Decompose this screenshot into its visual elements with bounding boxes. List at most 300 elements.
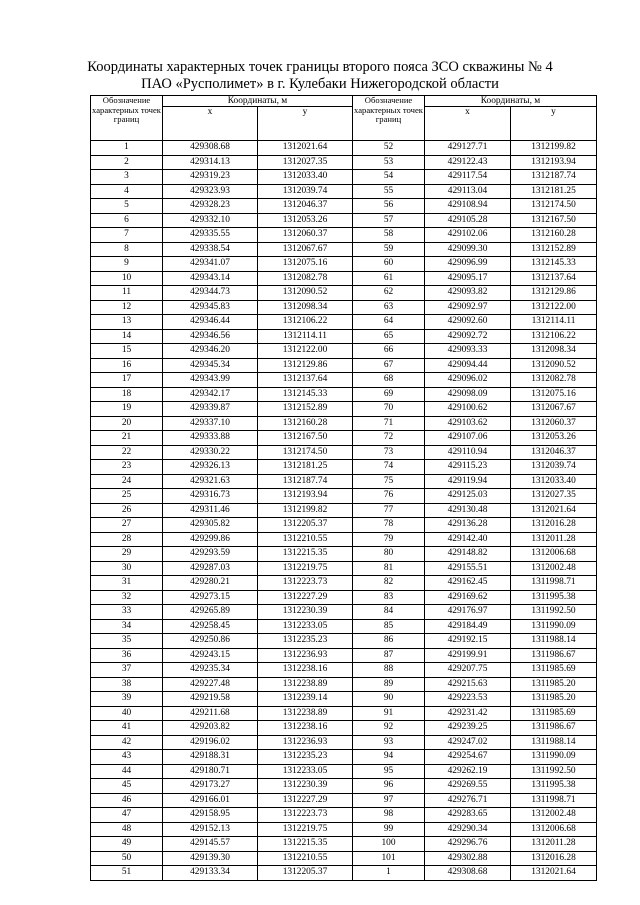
y-coordinate-cell: 1312090.52 xyxy=(258,286,353,301)
point-number-cell: 85 xyxy=(353,619,425,634)
y-coordinate-cell: 1312230.39 xyxy=(258,605,353,620)
y-coordinate-cell: 1312021.64 xyxy=(511,503,597,518)
point-number-cell: 2 xyxy=(91,155,163,170)
y-coordinate-cell: 1312002.48 xyxy=(511,561,597,576)
y-coordinate-cell: 1312205.37 xyxy=(258,518,353,533)
point-number-cell: 97 xyxy=(353,793,425,808)
table-row xyxy=(91,503,597,518)
point-number-cell: 89 xyxy=(353,677,425,692)
x-coordinate-cell: 429319.23 xyxy=(163,170,258,185)
x-coordinate-cell: 429262.19 xyxy=(425,764,511,779)
x-coordinate-cell: 429166.01 xyxy=(163,793,258,808)
point-number-cell: 77 xyxy=(353,503,425,518)
point-number-cell: 101 xyxy=(353,851,425,866)
x-coordinate-cell: 429094.44 xyxy=(425,358,511,373)
table-row xyxy=(91,605,597,620)
point-number-cell: 38 xyxy=(91,677,163,692)
y-coordinate-cell: 1312223.73 xyxy=(258,576,353,591)
point-number-cell: 58 xyxy=(353,228,425,243)
table-row xyxy=(91,489,597,504)
x-coordinate-cell: 429188.31 xyxy=(163,750,258,765)
y-coordinate-cell: 1312239.14 xyxy=(258,692,353,707)
y-coordinate-cell: 1312236.93 xyxy=(258,648,353,663)
y-coordinate-cell: 1312075.16 xyxy=(511,387,597,402)
y-coordinate-cell: 1312011.28 xyxy=(511,837,597,852)
x-coordinate-cell: 429125.03 xyxy=(425,489,511,504)
table-row xyxy=(91,373,597,388)
point-number-cell: 78 xyxy=(353,518,425,533)
point-number-cell: 1 xyxy=(353,866,425,881)
y-coordinate-cell: 1312002.48 xyxy=(511,808,597,823)
coordinates-table xyxy=(90,95,597,881)
y-coordinate-cell: 1312205.37 xyxy=(258,866,353,881)
x-coordinate-cell: 429108.94 xyxy=(425,199,511,214)
x-coordinate-cell: 429341.07 xyxy=(163,257,258,272)
y-coordinate-cell: 1311990.09 xyxy=(511,619,597,634)
point-number-cell: 57 xyxy=(353,213,425,228)
y-coordinate-cell: 1312021.64 xyxy=(511,866,597,881)
x-coordinate-cell: 429339.87 xyxy=(163,402,258,417)
y-coordinate-cell: 1312187.74 xyxy=(258,474,353,489)
y-coordinate-cell: 1312238.16 xyxy=(258,721,353,736)
y-column-header: y xyxy=(511,107,597,141)
y-coordinate-cell: 1312053.26 xyxy=(258,213,353,228)
y-coordinate-cell: 1312129.86 xyxy=(258,358,353,373)
coordinates-column-header: Координаты, м xyxy=(425,96,597,107)
x-column-header: x xyxy=(163,107,258,141)
table-row xyxy=(91,779,597,794)
y-coordinate-cell: 1312215.35 xyxy=(258,837,353,852)
point-number-cell: 74 xyxy=(353,460,425,475)
x-coordinate-cell: 429142.40 xyxy=(425,532,511,547)
x-coordinate-cell: 429180.71 xyxy=(163,764,258,779)
point-number-cell: 100 xyxy=(353,837,425,852)
x-coordinate-cell: 429344.73 xyxy=(163,286,258,301)
table-row xyxy=(91,416,597,431)
table-row xyxy=(91,257,597,272)
point-number-cell: 60 xyxy=(353,257,425,272)
point-number-cell: 16 xyxy=(91,358,163,373)
y-coordinate-cell: 1312046.37 xyxy=(511,445,597,460)
y-coordinate-cell: 1312199.82 xyxy=(511,141,597,156)
point-number-cell: 30 xyxy=(91,561,163,576)
y-coordinate-cell: 1312167.50 xyxy=(258,431,353,446)
table-row xyxy=(91,576,597,591)
x-coordinate-cell: 429199.91 xyxy=(425,648,511,663)
point-number-cell: 40 xyxy=(91,706,163,721)
y-coordinate-cell: 1312106.22 xyxy=(511,329,597,344)
y-coordinate-cell: 1312053.26 xyxy=(511,431,597,446)
x-coordinate-cell: 429333.88 xyxy=(163,431,258,446)
x-coordinate-cell: 429133.34 xyxy=(163,866,258,881)
y-coordinate-cell: 1311988.14 xyxy=(511,634,597,649)
table-row xyxy=(91,822,597,837)
x-coordinate-cell: 429332.10 xyxy=(163,213,258,228)
y-coordinate-cell: 1312039.74 xyxy=(258,184,353,199)
point-number-cell: 5 xyxy=(91,199,163,214)
x-coordinate-cell: 429203.82 xyxy=(163,721,258,736)
table-row xyxy=(91,793,597,808)
y-coordinate-cell: 1312219.75 xyxy=(258,561,353,576)
title-line-1: Координаты характерных точек границы второго пояса ЗСО скважины № 4 xyxy=(87,59,553,75)
x-coordinate-cell: 429273.15 xyxy=(163,590,258,605)
y-coordinate-cell: 1312098.34 xyxy=(511,344,597,359)
point-number-cell: 80 xyxy=(353,547,425,562)
table-row xyxy=(91,561,597,576)
x-coordinate-cell: 429239.25 xyxy=(425,721,511,736)
x-coordinate-cell: 429346.20 xyxy=(163,344,258,359)
table-row xyxy=(91,184,597,199)
point-number-cell: 88 xyxy=(353,663,425,678)
point-number-cell: 42 xyxy=(91,735,163,750)
x-coordinate-cell: 429127.71 xyxy=(425,141,511,156)
table-row xyxy=(91,532,597,547)
y-coordinate-cell: 1311986.67 xyxy=(511,648,597,663)
point-number-cell: 29 xyxy=(91,547,163,562)
point-number-cell: 48 xyxy=(91,822,163,837)
point-number-cell: 69 xyxy=(353,387,425,402)
table-row xyxy=(91,474,597,489)
x-coordinate-cell: 429235.34 xyxy=(163,663,258,678)
y-coordinate-cell: 1311998.71 xyxy=(511,576,597,591)
x-coordinate-cell: 429343.14 xyxy=(163,271,258,286)
point-number-cell: 51 xyxy=(91,866,163,881)
table-row xyxy=(91,286,597,301)
x-coordinate-cell: 429254.67 xyxy=(425,750,511,765)
y-coordinate-cell: 1312160.28 xyxy=(258,416,353,431)
point-number-cell: 96 xyxy=(353,779,425,794)
y-coordinate-cell: 1312082.78 xyxy=(511,373,597,388)
point-number-cell: 66 xyxy=(353,344,425,359)
y-coordinate-cell: 1312006.68 xyxy=(511,822,597,837)
y-coordinate-cell: 1312145.33 xyxy=(258,387,353,402)
x-coordinate-cell: 429110.94 xyxy=(425,445,511,460)
point-number-cell: 70 xyxy=(353,402,425,417)
point-number-cell: 44 xyxy=(91,764,163,779)
y-coordinate-cell: 1312233.05 xyxy=(258,764,353,779)
table-body xyxy=(91,141,597,881)
y-coordinate-cell: 1312046.37 xyxy=(258,199,353,214)
x-coordinate-cell: 429296.76 xyxy=(425,837,511,852)
table-row xyxy=(91,213,597,228)
point-column-header: Обозначение характерных точек границ xyxy=(91,96,163,141)
y-coordinate-cell: 1311995.38 xyxy=(511,590,597,605)
table-row xyxy=(91,634,597,649)
y-coordinate-cell: 1312060.37 xyxy=(511,416,597,431)
y-coordinate-cell: 1311992.50 xyxy=(511,764,597,779)
table-row xyxy=(91,315,597,330)
table-row xyxy=(91,706,597,721)
x-coordinate-cell: 429342.17 xyxy=(163,387,258,402)
table-row xyxy=(91,358,597,373)
point-number-cell: 13 xyxy=(91,315,163,330)
table-row xyxy=(91,851,597,866)
point-number-cell: 56 xyxy=(353,199,425,214)
point-number-cell: 86 xyxy=(353,634,425,649)
table-row xyxy=(91,692,597,707)
point-number-cell: 46 xyxy=(91,793,163,808)
point-number-cell: 25 xyxy=(91,489,163,504)
x-coordinate-cell: 429227.48 xyxy=(163,677,258,692)
x-coordinate-cell: 429321.63 xyxy=(163,474,258,489)
table-row xyxy=(91,228,597,243)
point-number-cell: 14 xyxy=(91,329,163,344)
point-number-cell: 3 xyxy=(91,170,163,185)
x-coordinate-cell: 429100.62 xyxy=(425,402,511,417)
x-coordinate-cell: 429173.27 xyxy=(163,779,258,794)
y-coordinate-cell: 1312114.11 xyxy=(511,315,597,330)
y-coordinate-cell: 1312187.74 xyxy=(511,170,597,185)
point-number-cell: 92 xyxy=(353,721,425,736)
y-coordinate-cell: 1312233.05 xyxy=(258,619,353,634)
table-row xyxy=(91,547,597,562)
x-coordinate-cell: 429176.97 xyxy=(425,605,511,620)
y-coordinate-cell: 1312174.50 xyxy=(258,445,353,460)
y-coordinate-cell: 1312193.94 xyxy=(511,155,597,170)
table-row xyxy=(91,721,597,736)
point-number-cell: 23 xyxy=(91,460,163,475)
x-coordinate-cell: 429269.55 xyxy=(425,779,511,794)
table-row xyxy=(91,199,597,214)
x-coordinate-cell: 429283.65 xyxy=(425,808,511,823)
point-number-cell: 55 xyxy=(353,184,425,199)
point-number-cell: 53 xyxy=(353,155,425,170)
y-coordinate-cell: 1312106.22 xyxy=(258,315,353,330)
point-number-cell: 1 xyxy=(91,141,163,156)
x-coordinate-cell: 429258.45 xyxy=(163,619,258,634)
table-row xyxy=(91,866,597,881)
x-coordinate-cell: 429119.94 xyxy=(425,474,511,489)
y-coordinate-cell: 1312016.28 xyxy=(511,518,597,533)
y-coordinate-cell: 1312122.00 xyxy=(511,300,597,315)
x-coordinate-cell: 429152.13 xyxy=(163,822,258,837)
y-coordinate-cell: 1312210.55 xyxy=(258,851,353,866)
y-coordinate-cell: 1312238.89 xyxy=(258,677,353,692)
point-number-cell: 93 xyxy=(353,735,425,750)
x-coordinate-cell: 429162.45 xyxy=(425,576,511,591)
x-coordinate-cell: 429311.46 xyxy=(163,503,258,518)
y-coordinate-cell: 1312167.50 xyxy=(511,213,597,228)
point-number-cell: 47 xyxy=(91,808,163,823)
y-coordinate-cell: 1312067.67 xyxy=(511,402,597,417)
y-coordinate-cell: 1312033.40 xyxy=(258,170,353,185)
y-coordinate-cell: 1312174.50 xyxy=(511,199,597,214)
table-row xyxy=(91,735,597,750)
x-coordinate-cell: 429093.33 xyxy=(425,344,511,359)
title-line-2: ПАО «Русполимет» в г. Кулебаки Нижегородской области xyxy=(141,76,499,92)
x-coordinate-cell: 429092.97 xyxy=(425,300,511,315)
point-number-cell: 39 xyxy=(91,692,163,707)
x-coordinate-cell: 429276.71 xyxy=(425,793,511,808)
y-coordinate-cell: 1311985.20 xyxy=(511,677,597,692)
y-coordinate-cell: 1312238.89 xyxy=(258,706,353,721)
y-coordinate-cell: 1311990.09 xyxy=(511,750,597,765)
point-number-cell: 61 xyxy=(353,271,425,286)
x-coordinate-cell: 429330.22 xyxy=(163,445,258,460)
x-coordinate-cell: 429215.63 xyxy=(425,677,511,692)
y-coordinate-cell: 1312152.89 xyxy=(511,242,597,257)
point-number-cell: 79 xyxy=(353,532,425,547)
table-row xyxy=(91,677,597,692)
x-coordinate-cell: 429096.02 xyxy=(425,373,511,388)
x-coordinate-cell: 429293.59 xyxy=(163,547,258,562)
y-coordinate-cell: 1312122.00 xyxy=(258,344,353,359)
x-coordinate-cell: 429250.86 xyxy=(163,634,258,649)
x-coordinate-cell: 429093.82 xyxy=(425,286,511,301)
point-number-cell: 59 xyxy=(353,242,425,257)
point-number-cell: 37 xyxy=(91,663,163,678)
point-number-cell: 10 xyxy=(91,271,163,286)
point-number-cell: 6 xyxy=(91,213,163,228)
table-subheader-row xyxy=(91,107,597,141)
y-coordinate-cell: 1312181.25 xyxy=(258,460,353,475)
x-coordinate-cell: 429335.55 xyxy=(163,228,258,243)
point-number-cell: 15 xyxy=(91,344,163,359)
y-coordinate-cell: 1312227.29 xyxy=(258,793,353,808)
point-number-cell: 91 xyxy=(353,706,425,721)
point-number-cell: 62 xyxy=(353,286,425,301)
y-coordinate-cell: 1312145.33 xyxy=(511,257,597,272)
point-number-cell: 54 xyxy=(353,170,425,185)
table-header-row xyxy=(91,96,597,107)
x-coordinate-cell: 429098.09 xyxy=(425,387,511,402)
y-coordinate-cell: 1312215.35 xyxy=(258,547,353,562)
y-coordinate-cell: 1312210.55 xyxy=(258,532,353,547)
point-number-cell: 71 xyxy=(353,416,425,431)
x-column-header: x xyxy=(425,107,511,141)
document-title xyxy=(0,59,640,93)
point-number-cell: 36 xyxy=(91,648,163,663)
y-coordinate-cell: 1312033.40 xyxy=(511,474,597,489)
table-row xyxy=(91,663,597,678)
point-number-cell: 64 xyxy=(353,315,425,330)
y-coordinate-cell: 1312011.28 xyxy=(511,532,597,547)
x-coordinate-cell: 429308.68 xyxy=(163,141,258,156)
point-number-cell: 90 xyxy=(353,692,425,707)
y-coordinate-cell: 1312039.74 xyxy=(511,460,597,475)
table-row xyxy=(91,141,597,156)
x-coordinate-cell: 429243.15 xyxy=(163,648,258,663)
point-number-cell: 27 xyxy=(91,518,163,533)
point-number-cell: 33 xyxy=(91,605,163,620)
point-number-cell: 72 xyxy=(353,431,425,446)
x-coordinate-cell: 429290.34 xyxy=(425,822,511,837)
x-coordinate-cell: 429305.82 xyxy=(163,518,258,533)
table-row xyxy=(91,619,597,634)
y-coordinate-cell: 1312236.93 xyxy=(258,735,353,750)
point-number-cell: 12 xyxy=(91,300,163,315)
x-coordinate-cell: 429346.44 xyxy=(163,315,258,330)
y-coordinate-cell: 1312075.16 xyxy=(258,257,353,272)
y-coordinate-cell: 1312223.73 xyxy=(258,808,353,823)
x-coordinate-cell: 429105.28 xyxy=(425,213,511,228)
x-coordinate-cell: 429231.42 xyxy=(425,706,511,721)
point-number-cell: 73 xyxy=(353,445,425,460)
point-number-cell: 4 xyxy=(91,184,163,199)
point-number-cell: 81 xyxy=(353,561,425,576)
point-column-header: Обозначение характерных точек границ xyxy=(353,96,425,141)
table-row xyxy=(91,402,597,417)
x-coordinate-cell: 429145.57 xyxy=(163,837,258,852)
y-coordinate-cell: 1312129.86 xyxy=(511,286,597,301)
point-number-cell: 8 xyxy=(91,242,163,257)
y-coordinate-cell: 1311998.71 xyxy=(511,793,597,808)
x-coordinate-cell: 429139.30 xyxy=(163,851,258,866)
x-coordinate-cell: 429345.34 xyxy=(163,358,258,373)
y-coordinate-cell: 1312027.35 xyxy=(511,489,597,504)
x-coordinate-cell: 429136.28 xyxy=(425,518,511,533)
point-number-cell: 17 xyxy=(91,373,163,388)
x-coordinate-cell: 429314.13 xyxy=(163,155,258,170)
table-row xyxy=(91,648,597,663)
table-row xyxy=(91,590,597,605)
y-coordinate-cell: 1312021.64 xyxy=(258,141,353,156)
point-number-cell: 24 xyxy=(91,474,163,489)
y-coordinate-cell: 1312082.78 xyxy=(258,271,353,286)
y-coordinate-cell: 1312160.28 xyxy=(511,228,597,243)
x-coordinate-cell: 429148.82 xyxy=(425,547,511,562)
y-coordinate-cell: 1312227.29 xyxy=(258,590,353,605)
point-number-cell: 68 xyxy=(353,373,425,388)
x-coordinate-cell: 429345.83 xyxy=(163,300,258,315)
y-coordinate-cell: 1312181.25 xyxy=(511,184,597,199)
x-coordinate-cell: 429247.02 xyxy=(425,735,511,750)
table-row xyxy=(91,808,597,823)
y-coordinate-cell: 1311986.67 xyxy=(511,721,597,736)
x-coordinate-cell: 429328.23 xyxy=(163,199,258,214)
x-coordinate-cell: 429265.89 xyxy=(163,605,258,620)
x-coordinate-cell: 429158.95 xyxy=(163,808,258,823)
point-number-cell: 7 xyxy=(91,228,163,243)
y-coordinate-cell: 1312027.35 xyxy=(258,155,353,170)
point-number-cell: 67 xyxy=(353,358,425,373)
x-coordinate-cell: 429099.30 xyxy=(425,242,511,257)
x-coordinate-cell: 429337.10 xyxy=(163,416,258,431)
point-number-cell: 50 xyxy=(91,851,163,866)
y-coordinate-cell: 1312098.34 xyxy=(258,300,353,315)
point-number-cell: 76 xyxy=(353,489,425,504)
x-coordinate-cell: 429122.43 xyxy=(425,155,511,170)
x-coordinate-cell: 429095.17 xyxy=(425,271,511,286)
point-number-cell: 75 xyxy=(353,474,425,489)
table-row xyxy=(91,170,597,185)
y-coordinate-cell: 1312199.82 xyxy=(258,503,353,518)
y-coordinate-cell: 1312137.64 xyxy=(258,373,353,388)
x-coordinate-cell: 429299.86 xyxy=(163,532,258,547)
y-coordinate-cell: 1312152.89 xyxy=(258,402,353,417)
point-number-cell: 98 xyxy=(353,808,425,823)
x-coordinate-cell: 429219.58 xyxy=(163,692,258,707)
x-coordinate-cell: 429323.93 xyxy=(163,184,258,199)
coordinates-column-header: Координаты, м xyxy=(163,96,353,107)
point-number-cell: 83 xyxy=(353,590,425,605)
point-number-cell: 35 xyxy=(91,634,163,649)
table-row xyxy=(91,271,597,286)
x-coordinate-cell: 429280.21 xyxy=(163,576,258,591)
x-coordinate-cell: 429338.54 xyxy=(163,242,258,257)
point-number-cell: 28 xyxy=(91,532,163,547)
y-coordinate-cell: 1312235.23 xyxy=(258,634,353,649)
x-coordinate-cell: 429092.72 xyxy=(425,329,511,344)
x-coordinate-cell: 429107.06 xyxy=(425,431,511,446)
x-coordinate-cell: 429326.13 xyxy=(163,460,258,475)
y-coordinate-cell: 1311985.69 xyxy=(511,706,597,721)
y-coordinate-cell: 1312060.37 xyxy=(258,228,353,243)
point-number-cell: 18 xyxy=(91,387,163,402)
point-number-cell: 9 xyxy=(91,257,163,272)
x-coordinate-cell: 429113.04 xyxy=(425,184,511,199)
table-row xyxy=(91,518,597,533)
